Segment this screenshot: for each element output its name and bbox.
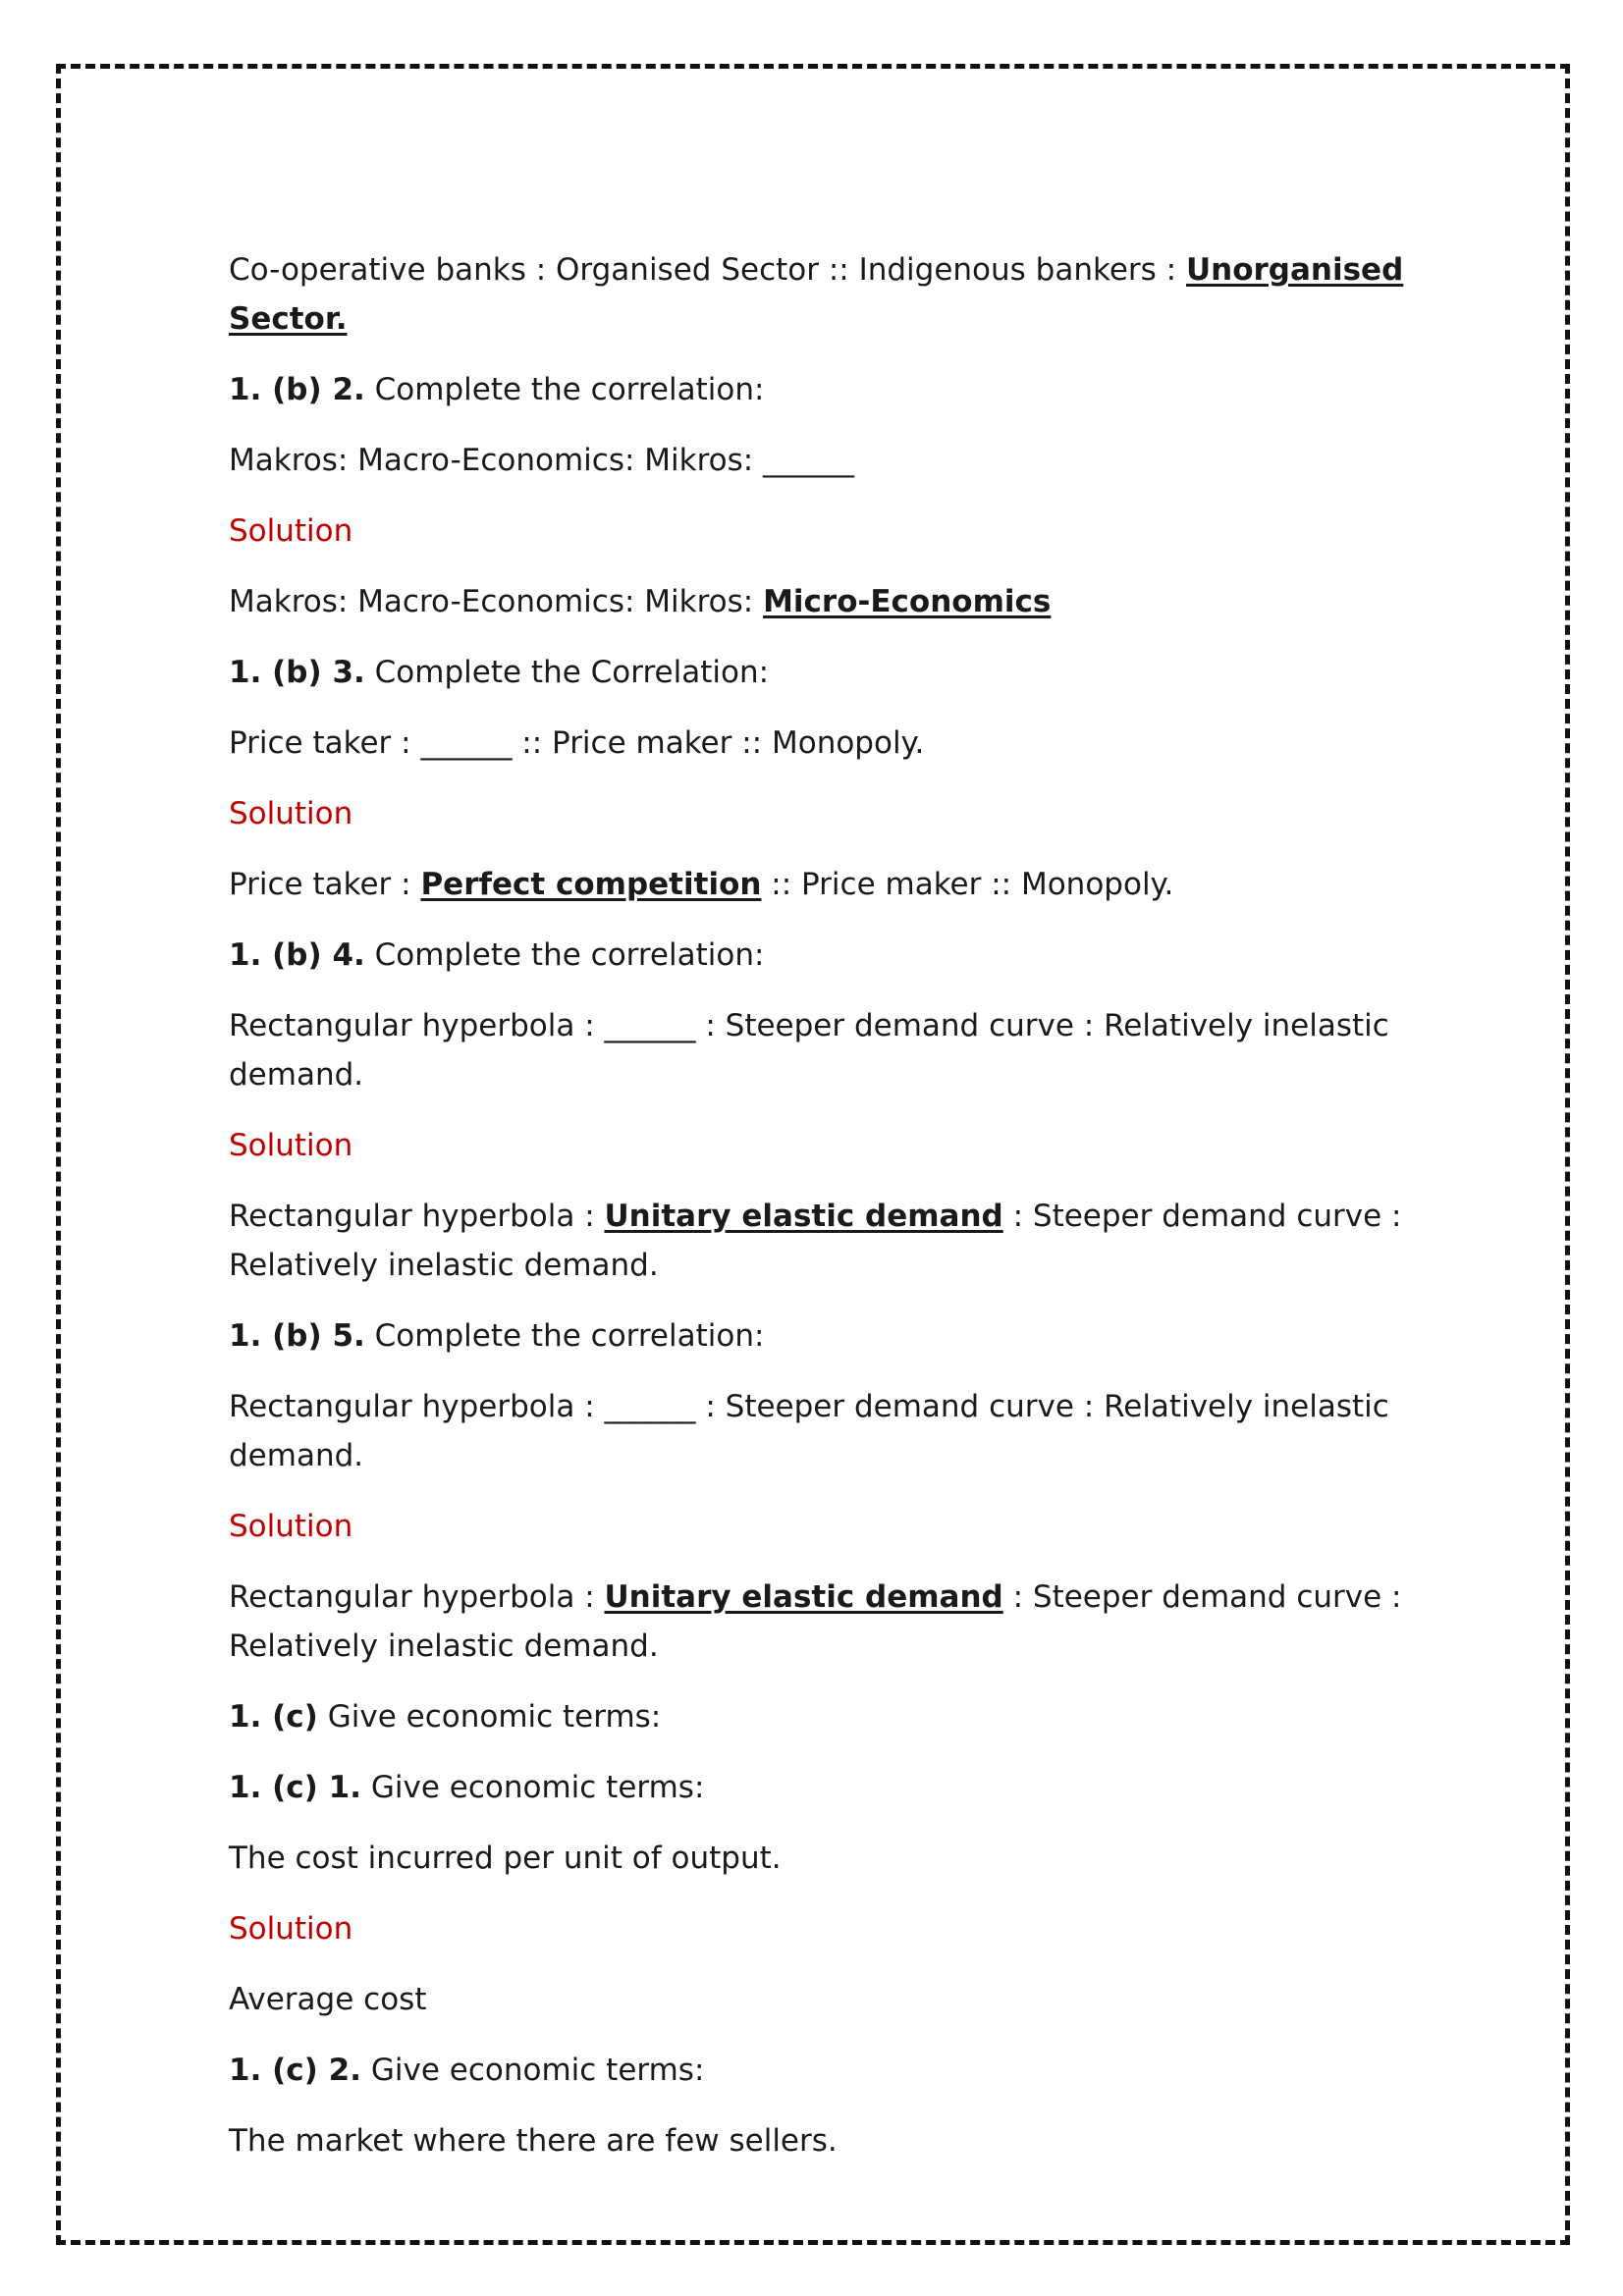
solution-text (229, 1192, 1407, 1290)
section-number: 1. (c) (229, 1699, 318, 1735)
question-number: 1. (b) 5. (229, 1318, 365, 1354)
document-content (229, 245, 1407, 2187)
answer-text: Unitary elastic demand (604, 1199, 1003, 1234)
solution-label: Solution (229, 1509, 353, 1544)
solution-label: Solution (229, 1128, 353, 1163)
question-title: Complete the correlation: (364, 1318, 765, 1354)
answer-suffix: : Steeper demand curve : Relatively inelastic demand. (229, 1199, 1402, 1283)
question-text: Rectangular hyperbola : ______ : Steeper demand curve : Relatively inelastic demand. (229, 1389, 1389, 1473)
question-number: 1. (b) 4. (229, 937, 365, 973)
solution-text (229, 577, 1407, 626)
question-title: Complete the correlation: (364, 372, 765, 407)
section-title: Give economic terms: (317, 1699, 662, 1735)
answer-text: Unorganised Sector. (229, 252, 1404, 337)
solution-text (229, 860, 1407, 909)
question-heading (229, 2046, 1407, 2095)
question-text: Price taker : ______ :: Price maker :: Monopoly. (229, 725, 925, 761)
question-title: Complete the Correlation: (364, 655, 770, 690)
solution-text (229, 1573, 1407, 1671)
question-title: Give economic terms: (361, 1770, 705, 1805)
answer-text: Unitary elastic demand (604, 1579, 1003, 1615)
question-text: The market where there are few sellers. (229, 2123, 838, 2159)
section-heading (229, 1692, 1407, 1741)
answer-suffix: :: Price maker :: Monopoly. (761, 867, 1174, 902)
question-number: 1. (b) 2. (229, 372, 365, 407)
question-heading (229, 1311, 1407, 1361)
answer-text: Perfect competition (420, 867, 762, 902)
question-heading (229, 1763, 1407, 1812)
answer-prefix: Co-operative banks : Organised Sector :: Indigenous bankers : (229, 252, 1186, 288)
question-number: 1. (c) 2. (229, 2053, 361, 2088)
solution-text: Average cost (229, 1982, 427, 2017)
solution-label: Solution (229, 796, 353, 831)
solution-label: Solution (229, 1911, 353, 1947)
question-heading (229, 648, 1407, 697)
answer-suffix: : Steeper demand curve : Relatively inelastic demand. (229, 1579, 1402, 1664)
question-text: Makros: Macro-Economics: Mikros: ______ (229, 443, 855, 478)
question-text: Rectangular hyperbola : ______ : Steeper demand curve : Relatively inelastic demand. (229, 1008, 1389, 1093)
question-number: 1. (c) 1. (229, 1770, 361, 1805)
answer-prefix: Rectangular hyperbola : (229, 1579, 605, 1615)
solution-label: Solution (229, 513, 353, 549)
answer-prefix: Rectangular hyperbola : (229, 1199, 605, 1234)
answer-prefix: Price taker : (229, 867, 421, 902)
question-title: Complete the correlation: (364, 937, 765, 973)
question-number: 1. (b) 3. (229, 655, 365, 690)
answer-line-organised (229, 245, 1407, 344)
question-title: Give economic terms: (361, 2053, 705, 2088)
question-heading (229, 931, 1407, 980)
answer-prefix: Makros: Macro-Economics: Mikros: (229, 584, 764, 619)
question-text: The cost incurred per unit of output. (229, 1841, 782, 1876)
question-heading (229, 365, 1407, 414)
answer-text: Micro-Economics (763, 584, 1052, 619)
